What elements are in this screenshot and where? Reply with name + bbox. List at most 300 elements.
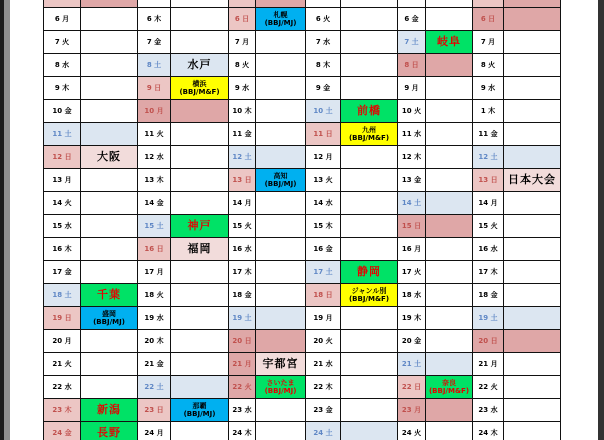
event-cell [341,330,398,353]
date-cell [229,330,256,353]
date-label: 23 金 [313,406,333,414]
event-label: 大阪 [97,150,121,163]
event-label: 水戸 [187,58,212,71]
event-label: (BBJ/M&F) [428,387,470,395]
event-cell [426,422,473,440]
date-label: 8 土 [146,61,162,69]
date-cell [229,77,256,100]
date-cell [229,238,256,261]
event-cell [341,376,398,399]
event-cell [171,215,229,238]
date-label: 14 水 [313,199,333,207]
event-cell [256,31,306,54]
date-cell [306,169,341,192]
date-label: 7 火 [54,38,70,46]
date-cell [398,169,426,192]
event-cell [504,353,561,376]
date-cell [473,100,504,123]
date-label: 24 木 [478,429,498,437]
date-cell [306,284,341,307]
date-label: 18 水 [401,291,422,299]
date-label: 21 月 [478,360,498,368]
date-cell [44,0,81,8]
date-label: 6 木 [146,15,162,23]
date-label: 20 木 [144,337,164,345]
event-cell [171,307,229,330]
event-cell [504,31,561,54]
date-cell [398,8,426,31]
event-cell [81,77,138,100]
event-label: (BBJ/M&F) [179,88,220,96]
date-label: 9 水 [480,84,496,92]
event-cell [504,77,561,100]
date-label: 13 火 [313,176,333,184]
event-label: 長野 [97,426,121,439]
date-label: 15 土 [144,222,164,230]
event-cell [256,284,306,307]
date-cell [398,330,426,353]
date-cell [44,100,81,123]
date-cell [138,307,171,330]
date-cell [44,146,81,169]
date-cell [473,169,504,192]
event-cell [426,215,473,238]
event-cell [171,192,229,215]
event-label: 日本大会 [508,173,556,186]
date-label: 10 金 [52,107,72,115]
event-cell [81,353,138,376]
date-label: 7 月 [480,38,496,46]
event-cell [426,192,473,215]
date-cell [138,238,171,261]
event-label: ジャンル別 [351,286,387,295]
date-label: 9 月 [404,84,419,92]
event-cell [504,54,561,77]
date-label: 22 木 [313,383,333,391]
date-label: 22 火 [232,383,252,391]
event-label: 高知 [273,171,288,180]
event-cell [81,422,138,440]
date-label: 18 日 [313,291,333,299]
date-cell [473,422,504,440]
date-label: 21 月 [232,360,252,368]
event-cell [171,31,229,54]
date-cell [44,169,81,192]
date-label: 21 土 [401,360,422,368]
event-cell [256,77,306,100]
event-cell [256,376,306,399]
date-label: 17 金 [52,268,72,276]
event-cell [256,8,306,31]
event-cell [426,54,473,77]
date-cell [229,31,256,54]
date-label: 7 金 [146,38,162,46]
event-label: 奈良 [442,378,456,387]
event-label: 札幌 [273,10,288,19]
date-cell [229,0,256,8]
event-cell [504,123,561,146]
event-cell [504,238,561,261]
date-label: 19 日 [52,314,72,322]
date-label: 18 金 [232,291,252,299]
date-cell [398,307,426,330]
date-cell [306,330,341,353]
date-cell [44,77,81,100]
date-cell [398,399,426,422]
event-cell [256,192,306,215]
date-label: 13 日 [478,176,498,184]
event-cell [504,307,561,330]
date-cell [44,353,81,376]
event-cell [504,146,561,169]
date-cell [138,261,171,284]
date-cell [138,54,171,77]
date-label: 11 土 [52,130,72,138]
date-cell [306,77,341,100]
date-label: 10 火 [401,107,422,115]
date-cell [229,261,256,284]
event-cell [256,215,306,238]
date-cell [306,146,341,169]
event-cell [171,238,229,261]
event-cell [426,353,473,376]
date-cell [138,123,171,146]
date-cell [138,215,171,238]
date-label: 18 金 [478,291,498,299]
date-cell [229,8,256,31]
date-cell [44,31,81,54]
event-cell [504,8,561,31]
date-label: 16 木 [52,245,72,253]
event-cell [341,100,398,123]
event-cell [81,169,138,192]
date-label: 13 木 [144,176,164,184]
date-cell [44,376,81,399]
date-cell [306,100,341,123]
event-cell [171,0,229,8]
date-label: 11 水 [401,130,422,138]
event-cell [81,376,138,399]
event-cell [171,8,229,31]
event-cell [426,100,473,123]
date-cell [44,123,81,146]
date-label: 12 日 [52,153,72,161]
event-label: 宇都宮 [262,357,299,370]
event-label: (BBJ/MJ) [264,19,297,27]
date-label: 16 水 [232,245,252,253]
date-cell [398,77,426,100]
date-cell [473,353,504,376]
date-label: 24 土 [313,429,333,437]
date-cell [229,146,256,169]
date-cell [398,123,426,146]
event-cell [504,0,561,8]
date-cell [398,376,426,399]
date-cell [473,215,504,238]
event-cell [504,422,561,440]
event-cell [426,330,473,353]
date-cell [138,0,171,8]
date-cell [306,376,341,399]
date-cell [398,353,426,376]
date-cell [138,376,171,399]
event-cell [171,169,229,192]
date-label: 21 金 [144,360,164,368]
date-cell [306,31,341,54]
event-cell [341,123,398,146]
date-cell [306,307,341,330]
event-cell [341,215,398,238]
date-cell [473,123,504,146]
event-cell [341,284,398,307]
event-cell [81,284,138,307]
event-label: 岐阜 [437,35,461,48]
event-cell [504,169,561,192]
date-cell [473,31,504,54]
event-label: (BBJ/MJ) [264,387,297,395]
date-cell [229,100,256,123]
event-cell [171,353,229,376]
date-label: 16 金 [313,245,333,253]
date-label: 9 水 [234,84,250,92]
event-cell [426,307,473,330]
event-label: 千葉 [97,288,121,301]
event-cell [341,307,398,330]
event-cell [256,169,306,192]
event-cell [256,422,306,440]
date-label: 20 日 [478,337,498,345]
event-cell [426,31,473,54]
event-cell [504,261,561,284]
date-label: 12 土 [232,153,252,161]
event-cell [504,215,561,238]
date-label: 23 水 [478,406,498,414]
event-cell [256,399,306,422]
date-label: 11 火 [144,130,164,138]
date-label: 23 水 [232,406,252,414]
event-cell [426,0,473,8]
event-cell [81,261,138,284]
date-label: 1 木 [480,107,496,115]
date-label: 10 土 [313,107,333,115]
event-cell [171,54,229,77]
date-cell [473,261,504,284]
date-label: 8 火 [480,61,496,69]
date-cell [229,422,256,440]
date-cell [306,123,341,146]
event-cell [171,77,229,100]
event-cell [341,54,398,77]
event-cell [81,123,138,146]
date-cell [138,353,171,376]
date-label: 13 金 [401,176,422,184]
event-cell [341,353,398,376]
date-cell [398,215,426,238]
date-label: 22 日 [401,383,422,391]
date-label: 12 水 [144,153,164,161]
event-cell [256,146,306,169]
date-label: 16 月 [401,245,422,253]
date-label: 23 日 [144,406,164,414]
date-cell [398,261,426,284]
date-label: 20 金 [401,337,422,345]
date-label: 6 金 [404,15,419,23]
event-cell [81,307,138,330]
date-cell [44,284,81,307]
date-label: 14 月 [232,199,252,207]
event-cell [256,238,306,261]
date-cell [44,330,81,353]
date-cell [138,284,171,307]
date-cell [44,307,81,330]
date-cell [229,192,256,215]
event-cell [504,192,561,215]
date-label: 7 水 [315,38,331,46]
date-label: 14 火 [52,199,72,207]
date-cell [473,54,504,77]
event-cell [426,376,473,399]
event-cell [256,307,306,330]
event-cell [171,261,229,284]
event-cell [426,8,473,31]
date-label: 24 火 [401,429,422,437]
date-cell [229,376,256,399]
event-label: (BBJ/MJ) [264,180,297,188]
event-cell [171,376,229,399]
date-cell [229,399,256,422]
date-label: 16 日 [144,245,164,253]
date-cell [306,238,341,261]
event-label: (BBJ/M&F) [348,295,390,303]
event-cell [504,100,561,123]
event-cell [81,238,138,261]
date-label: 17 木 [232,268,252,276]
date-cell [473,307,504,330]
event-cell [426,77,473,100]
date-label: 24 金 [52,429,72,437]
date-label: 21 水 [313,360,333,368]
event-label: 前橋 [357,104,381,117]
event-cell [81,192,138,215]
date-cell [229,284,256,307]
event-cell [81,0,138,8]
page-shadow-right [598,0,604,440]
event-cell [504,399,561,422]
date-label: 17 月 [144,268,164,276]
date-cell [138,146,171,169]
event-cell [341,192,398,215]
date-label: 22 水 [52,383,72,391]
date-cell [138,399,171,422]
date-cell [44,399,81,422]
date-cell [473,330,504,353]
date-cell [473,8,504,31]
date-label: 24 月 [144,429,164,437]
date-label: 20 日 [232,337,252,345]
date-cell [306,215,341,238]
date-cell [306,0,341,8]
event-cell [426,123,473,146]
date-cell [306,422,341,440]
event-cell [341,31,398,54]
event-cell [81,100,138,123]
event-cell [341,261,398,284]
date-cell [138,330,171,353]
event-cell [81,54,138,77]
date-cell [44,215,81,238]
date-label: 12 土 [478,153,498,161]
event-cell [171,330,229,353]
event-label: さいたま [266,378,295,387]
event-cell [426,399,473,422]
date-cell [398,31,426,54]
date-cell [44,192,81,215]
date-label: 24 木 [232,429,252,437]
date-cell [44,54,81,77]
date-cell [473,77,504,100]
date-label: 13 月 [52,176,72,184]
date-cell [398,146,426,169]
date-cell [138,422,171,440]
date-label: 19 土 [232,314,252,322]
date-cell [44,8,81,31]
date-label: 16 水 [478,245,498,253]
date-label: 22 土 [144,383,164,391]
date-cell [138,192,171,215]
event-cell [504,330,561,353]
event-cell [81,399,138,422]
date-cell [138,8,171,31]
date-label: 15 火 [478,222,498,230]
date-cell [306,261,341,284]
date-cell [398,0,426,8]
date-label: 15 木 [313,222,333,230]
date-label: 17 火 [401,268,422,276]
date-cell [473,192,504,215]
date-cell [306,54,341,77]
event-cell [81,31,138,54]
date-label: 9 日 [146,84,162,92]
event-cell [81,8,138,31]
event-cell [341,0,398,8]
event-cell [341,422,398,440]
date-cell [398,100,426,123]
date-label: 8 日 [404,61,419,69]
event-label: 盛岡 [102,309,116,318]
event-cell [504,376,561,399]
event-cell [171,422,229,440]
event-cell [256,0,306,8]
date-label: 19 月 [313,314,333,322]
date-cell [138,31,171,54]
date-label: 19 水 [144,314,164,322]
date-label: 6 日 [480,15,496,23]
date-cell [229,54,256,77]
date-label: 17 土 [313,268,333,276]
date-label: 9 金 [315,84,331,92]
event-cell [171,284,229,307]
date-cell [306,353,341,376]
event-cell [426,261,473,284]
date-cell [398,284,426,307]
date-label: 15 日 [401,222,422,230]
date-label: 11 日 [313,130,333,138]
date-cell [44,261,81,284]
date-cell [138,100,171,123]
event-cell [81,330,138,353]
event-cell [341,146,398,169]
date-cell [44,422,81,440]
